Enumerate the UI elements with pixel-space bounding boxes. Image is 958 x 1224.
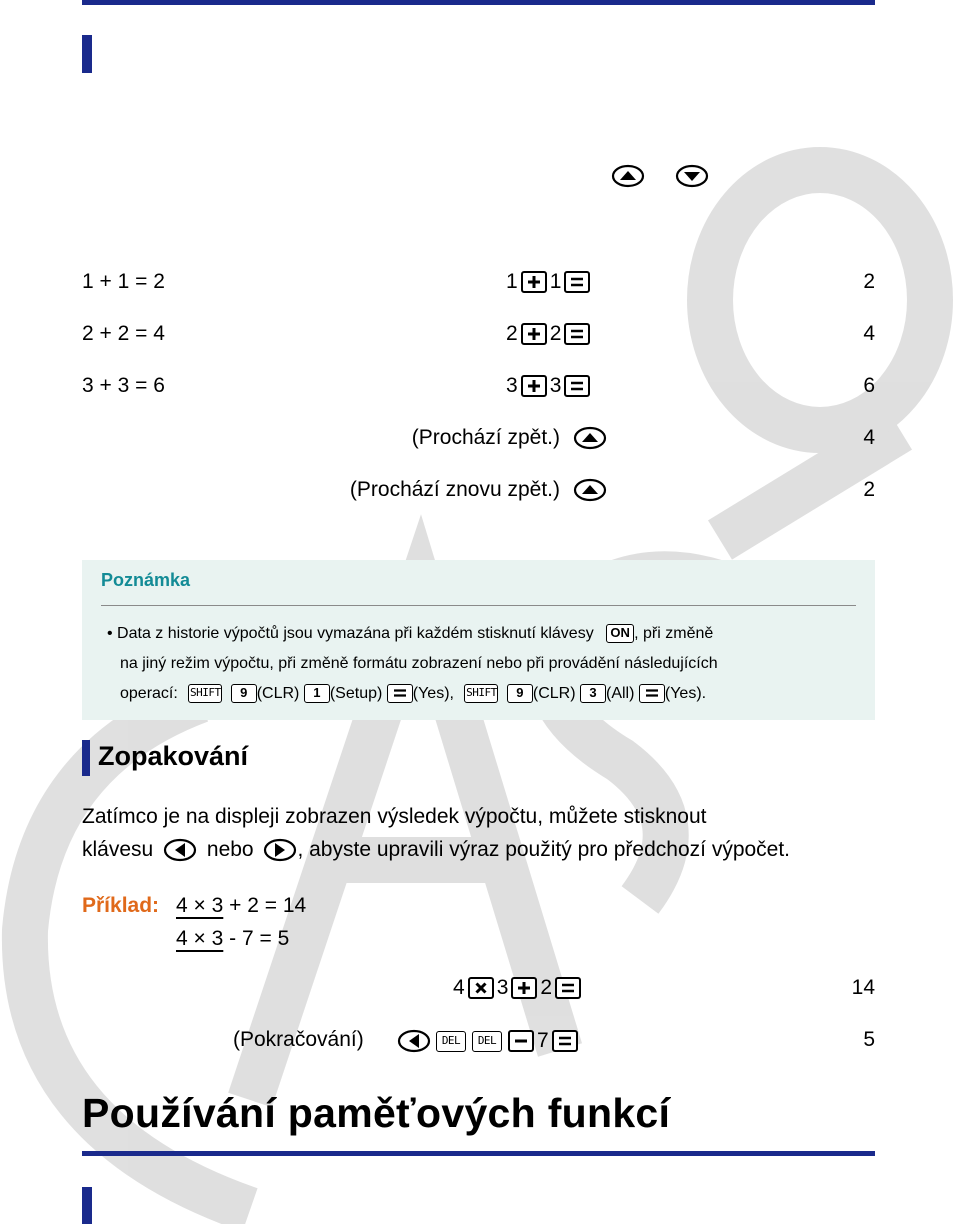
- digit: 2: [540, 976, 553, 999]
- note-text: (All): [606, 685, 635, 702]
- equals-key-icon: [555, 977, 581, 999]
- note-text: , při změně: [634, 625, 714, 642]
- note-text: (Yes),: [412, 685, 454, 702]
- section-heading-memory: Používání paměťových funkcí: [82, 1090, 671, 1136]
- arrow-up-oval-icon: [611, 164, 645, 188]
- equals-key-icon: [387, 684, 413, 703]
- history-keys-3: [506, 373, 590, 399]
- key-9: 9: [507, 684, 533, 703]
- equals-key-icon: [639, 684, 665, 703]
- equals-key-icon: [564, 323, 590, 345]
- para-text: klávesu: [82, 838, 154, 861]
- note-line-2: na jiný režim výpočtu, při změně formátu zobrazení nebo při provádění následujících: [120, 655, 718, 672]
- digit: 1: [549, 270, 562, 293]
- note-text: operací:: [120, 685, 178, 702]
- expr-text: + 2 = 14: [223, 894, 307, 917]
- replay-paragraph-line-2: [82, 837, 790, 863]
- equals-key-icon: [564, 271, 590, 293]
- history-expr-3: 3 + 3 = 6: [82, 374, 165, 397]
- key-9: 9: [231, 684, 257, 703]
- del-key: DEL: [436, 1031, 466, 1052]
- multiply-key-icon: [468, 977, 494, 999]
- on-key: ON: [606, 624, 634, 643]
- section-heading-replay: Zopakování: [98, 741, 249, 771]
- underlined-term: 4 × 3: [176, 927, 224, 950]
- note-line-1: [107, 624, 713, 643]
- minus-key-icon: [508, 1030, 534, 1052]
- arrow-down-oval-icon: [675, 164, 709, 188]
- example-expression-1: [176, 893, 306, 919]
- plus-key-icon: [521, 271, 547, 293]
- history-keys-2: [506, 321, 590, 347]
- scroll-back-label-2: (Prochází znovu zpět.): [349, 478, 560, 501]
- replay-keys-2: [397, 1028, 578, 1054]
- para-text: , abyste upravili výraz použitý pro předchozí výpočet.: [297, 838, 791, 861]
- digit: 3: [506, 374, 518, 397]
- note-title: Poznámka: [101, 570, 191, 590]
- digit: 4: [453, 976, 465, 999]
- history-expr-1: 1 + 1 = 2: [82, 270, 165, 293]
- shift-key: SHIFT: [464, 684, 498, 703]
- note-text: (Yes).: [664, 685, 707, 702]
- equals-key-icon: [552, 1030, 578, 1052]
- arrow-up-oval-icon: [573, 478, 607, 502]
- key-3: 3: [580, 684, 606, 703]
- digit: 2: [549, 322, 562, 345]
- plus-key-icon: [521, 375, 547, 397]
- history-expr-2: 2 + 2 = 4: [82, 322, 165, 345]
- digit: 1: [506, 270, 518, 293]
- section-marker-bar: [82, 740, 90, 776]
- note-text: (CLR): [256, 685, 300, 702]
- note-divider: [101, 605, 856, 606]
- digit: 3: [496, 976, 509, 999]
- history-result-3: 6: [863, 374, 875, 397]
- history-keys-1: [506, 269, 590, 295]
- section-marker-bar: [82, 35, 92, 73]
- example-label: Příklad:: [82, 894, 160, 917]
- heading-underline: [82, 1151, 875, 1156]
- digit: 3: [549, 374, 562, 397]
- underlined-term: 4 × 3: [176, 894, 224, 917]
- replay-result-1: 14: [851, 976, 875, 999]
- note-text: • Data z historie výpočtů jsou vymazána při každém stisknutí klávesy: [107, 625, 594, 642]
- history-result-1: 2: [863, 270, 875, 293]
- arrow-up-oval-icon: [573, 426, 607, 450]
- scroll-back-result-1: 4: [863, 426, 875, 449]
- example-expression-2: [176, 926, 289, 952]
- key-1: 1: [304, 684, 330, 703]
- digit: 2: [506, 322, 518, 345]
- del-key: DEL: [472, 1031, 502, 1052]
- expr-text: - 7 = 5: [223, 927, 290, 950]
- arrow-right-oval-icon: [263, 838, 297, 862]
- replay-keys-1: [453, 975, 581, 1001]
- shift-key: SHIFT: [188, 684, 222, 703]
- replay-paragraph-line-1: Zatímco je na displeji zobrazen výsledek výpočtu, můžete stisknout: [82, 805, 707, 828]
- scroll-back-result-2: 2: [863, 478, 875, 501]
- top-rule: [82, 0, 875, 5]
- scroll-back-label-1: (Prochází zpět.): [411, 426, 560, 449]
- arrow-left-oval-icon: [397, 1029, 431, 1053]
- plus-key-icon: [521, 323, 547, 345]
- history-result-2: 4: [863, 322, 875, 345]
- arrow-left-oval-icon: [163, 838, 197, 862]
- section-marker-bar: [82, 1187, 92, 1224]
- note-text: (Setup): [329, 685, 383, 702]
- digit: 7: [537, 1029, 549, 1052]
- note-line-3: [120, 684, 706, 703]
- note-text: (CLR): [532, 685, 576, 702]
- replay-result-2: 5: [863, 1028, 875, 1051]
- continuation-label: (Pokračování): [233, 1028, 364, 1051]
- plus-key-icon: [511, 977, 537, 999]
- equals-key-icon: [564, 375, 590, 397]
- para-text: nebo: [206, 838, 254, 861]
